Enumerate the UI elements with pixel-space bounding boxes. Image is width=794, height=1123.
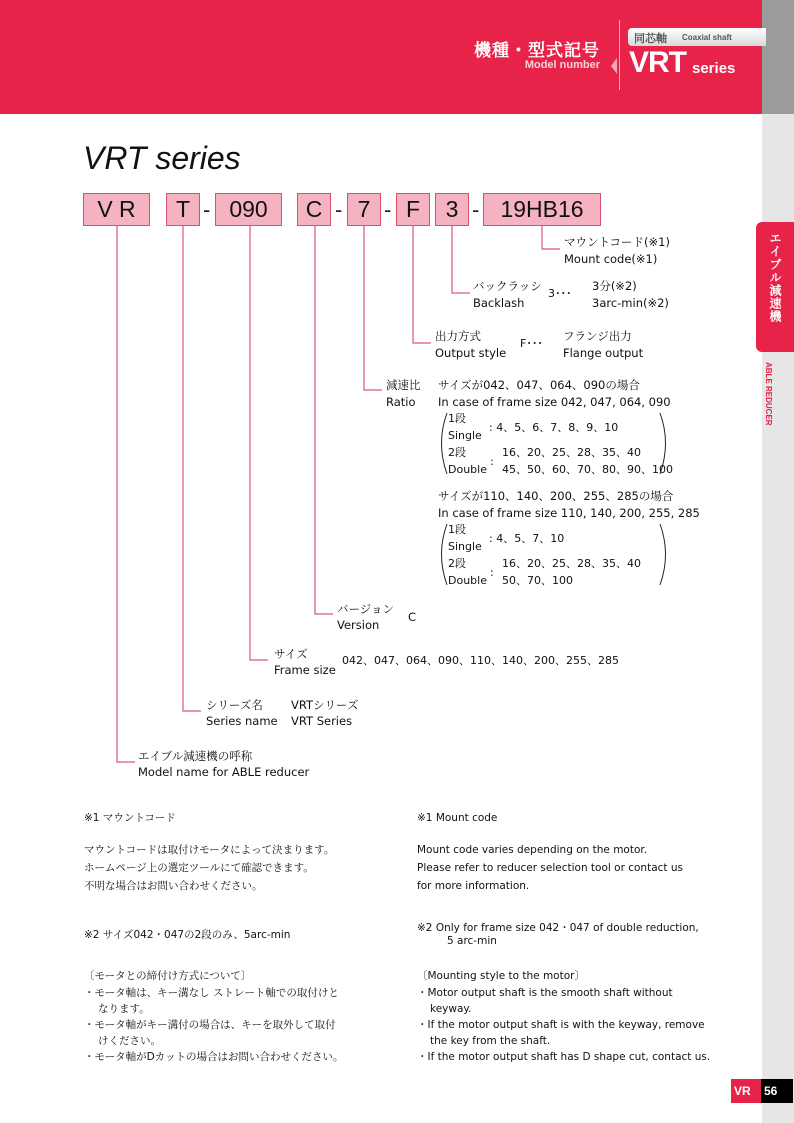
series-word: series bbox=[692, 60, 736, 77]
output-style-jp: 出力方式 bbox=[435, 329, 481, 343]
ratio-group2-double-colon: : bbox=[490, 566, 494, 579]
note-jp-1-line: 不明な場合はお問い合わせください。 bbox=[84, 880, 263, 892]
code-dash: - bbox=[472, 197, 480, 222]
output-style-value-en: Flange output bbox=[563, 346, 644, 360]
note-jp-mount-line: ・モータ軸がキー溝付の場合は、キーを取外して取付 bbox=[84, 1019, 336, 1031]
note-en-1-line: Please refer to reducer selection tool or contact us bbox=[417, 862, 683, 874]
ratio-group1-double-values-2: 45、50、60、70、80、90、100 bbox=[502, 463, 673, 476]
code-box-ratio: 7 bbox=[347, 193, 381, 226]
code-dash: - bbox=[335, 197, 343, 222]
note-jp-mount-title: 〔モータとの締付け方式について〕 bbox=[84, 970, 252, 982]
ratio-group1-double-jp: 2段 bbox=[448, 446, 466, 459]
note-en-mount-line: keyway. bbox=[430, 1003, 472, 1015]
page-number: 56 bbox=[761, 1079, 793, 1103]
page-title: VRT series bbox=[83, 140, 241, 176]
note-jp-mount-line: ・モータ軸がDカットの場合はお問い合わせください。 bbox=[84, 1051, 344, 1063]
ratio-jp: 減速比 bbox=[386, 378, 421, 392]
footer-series-tag: VR bbox=[731, 1079, 761, 1103]
code-box-output: F bbox=[396, 193, 430, 226]
category-en: Coaxial shaft bbox=[682, 33, 732, 42]
connector-output bbox=[413, 226, 431, 343]
ratio-group1-double-values-1: 16、20、25、28、35、40 bbox=[502, 446, 641, 459]
mount-code-jp: マウントコード(※1) bbox=[564, 235, 670, 249]
ratio-group1-double-colon: : bbox=[490, 455, 494, 468]
note-en-1-title: ※1 Mount code bbox=[417, 812, 498, 824]
code-box-backlash: 3 bbox=[435, 193, 469, 226]
note-jp-1-line: ホームページ上の選定ツールにて確認できます。 bbox=[84, 862, 314, 874]
connector-ratio bbox=[364, 226, 382, 390]
code-box-mount: 19HB16 bbox=[483, 193, 601, 226]
note-jp-2: ※2 サイズ042・047の2段のみ、5arc-min bbox=[84, 929, 291, 941]
series-code: VRT bbox=[629, 46, 686, 79]
note-en-mount-line: the key from the shaft. bbox=[430, 1035, 551, 1047]
ratio-group2-double-values-1: 16、20、25、28、35、40 bbox=[502, 557, 641, 570]
ratio-en: Ratio bbox=[386, 395, 416, 409]
connector-series-name bbox=[183, 226, 201, 711]
output-style-value-jp: フランジ出力 bbox=[563, 329, 632, 343]
header-title-jp: 機種・型式記号 bbox=[474, 41, 600, 61]
ratio-group1-single-values: : 4、5、6、7、8、9、10 bbox=[489, 421, 619, 434]
output-style-en: Output style bbox=[435, 346, 507, 360]
ratio-group2-double-jp: 2段 bbox=[448, 557, 466, 570]
note-en-2-line1: ※2 Only for frame size 042・047 of double reduction, bbox=[417, 922, 699, 934]
code-box-series: T bbox=[166, 193, 200, 226]
frame-size-en: Frame size bbox=[274, 663, 336, 677]
ratio-group1-double-en: Double bbox=[448, 463, 487, 476]
series-name-en: Series name bbox=[206, 714, 278, 728]
ratio-group2-single-jp: 1段 bbox=[448, 523, 466, 536]
category-jp: 同芯軸 bbox=[634, 32, 667, 45]
code-box-vr: V R bbox=[83, 193, 150, 226]
side-tab-label: エイブル減速機 bbox=[768, 232, 782, 323]
code-dash: - bbox=[203, 197, 211, 222]
backlash-jp: バックラッシ bbox=[473, 279, 542, 293]
connector-mount bbox=[542, 226, 560, 249]
code-box-size: 090 bbox=[215, 193, 282, 226]
ratio-group2-double-values-2: 50、70、100 bbox=[502, 574, 573, 587]
note-en-mount-line: ・Motor output shaft is the smooth shaft without bbox=[417, 987, 673, 999]
series-name-value-jp: VRTシリーズ bbox=[291, 698, 359, 712]
ratio-group2-title-jp: サイズが110、140、200、255、285の場合 bbox=[438, 489, 674, 503]
note-en-1-line: Mount code varies depending on the motor. bbox=[417, 844, 648, 856]
frame-size-value: 042、047、064、090、110、140、200、255、285 bbox=[342, 654, 619, 667]
ratio-group2-title-en: In case of frame size 110, 140, 200, 255, 285 bbox=[438, 506, 700, 520]
code-box-version: C bbox=[297, 193, 331, 226]
connector-version bbox=[315, 226, 333, 614]
side-tab-label-en: ABLE REDUCER bbox=[764, 362, 773, 426]
ratio-group1-title-jp: サイズが042、047、064、090の場合 bbox=[438, 378, 640, 392]
frame-size-jp: サイズ bbox=[274, 647, 308, 661]
ratio-group2-single-en: Single bbox=[448, 540, 482, 553]
header-title-en: Model number bbox=[524, 59, 600, 71]
backlash-value-en: 3arc-min(※2) bbox=[592, 296, 669, 310]
note-en-mount-title: 〔Mounting style to the motor〕 bbox=[417, 970, 585, 982]
output-style-key: F･･･ bbox=[520, 337, 543, 350]
connector-model-name bbox=[117, 226, 135, 762]
version-jp: バージョン bbox=[337, 602, 395, 616]
connector-frame-size bbox=[250, 226, 268, 660]
note-en-2-line2: 5 arc-min bbox=[447, 935, 497, 947]
note-jp-1-line: マウントコードは取付けモータによって決まります。 bbox=[84, 844, 335, 856]
backlash-en: Backlash bbox=[473, 296, 525, 310]
connector-backlash bbox=[452, 226, 470, 293]
note-en-mount-line: ・If the motor output shaft has D shape cut, contact us. bbox=[417, 1051, 711, 1063]
backlash-key: 3･･･ bbox=[548, 287, 572, 300]
ratio-group1-single-jp: 1段 bbox=[448, 412, 466, 425]
version-value: C bbox=[408, 610, 417, 624]
note-jp-1-title: ※1 マウントコード bbox=[84, 812, 176, 824]
note-jp-mount-line: けください。 bbox=[98, 1035, 161, 1047]
model-name-jp: エイブル減速機の呼称 bbox=[138, 749, 253, 763]
note-jp-mount-line: なります。 bbox=[98, 1003, 150, 1015]
code-dash: - bbox=[384, 197, 392, 222]
note-jp-mount-line: ・モータ軸は、キー溝なし ストレート軸での取付けと bbox=[84, 987, 339, 999]
note-en-mount-line: ・If the motor output shaft is with the keyway, remove bbox=[417, 1019, 705, 1031]
series-name-value-en: VRT Series bbox=[291, 714, 353, 728]
ratio-group2-double-en: Double bbox=[448, 574, 487, 587]
model-name-en: Model name for ABLE reducer bbox=[138, 765, 310, 779]
version-en: Version bbox=[337, 618, 380, 632]
note-en-1-line: for more information. bbox=[417, 880, 530, 892]
mount-code-en: Mount code(※1) bbox=[564, 252, 658, 266]
backlash-value-jp: 3分(※2) bbox=[592, 279, 637, 293]
ratio-group1-title-en: In case of frame size 042, 047, 064, 090 bbox=[438, 395, 671, 409]
ratio-group2-single-values: : 4、5、7、10 bbox=[489, 532, 565, 545]
series-name-jp: シリーズ名 bbox=[206, 698, 263, 712]
ratio-group1-single-en: Single bbox=[448, 429, 482, 442]
